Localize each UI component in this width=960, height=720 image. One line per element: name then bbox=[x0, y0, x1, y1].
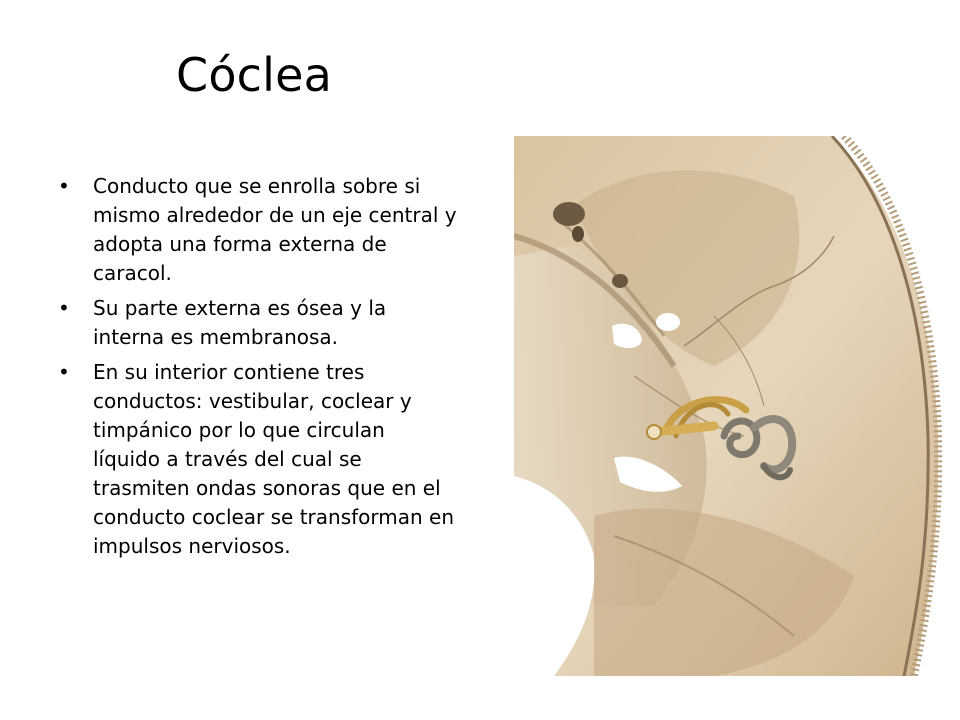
bullet-item-1 bbox=[58, 172, 458, 288]
bullet-item-3 bbox=[58, 358, 458, 561]
inner-ear-anatomy-image bbox=[514, 136, 960, 676]
bullet-text: En su interior contiene tres conductos: vestibular, coclear y timpánico por lo que circulan líquido a través del cual se trasmiten ondas sonoras que en el conducto coclear se transforman en impulsos nerviosos. bbox=[93, 360, 455, 558]
bullet-marker: • bbox=[58, 360, 70, 384]
bullet-item-2 bbox=[58, 294, 458, 352]
slide-title: Cóclea bbox=[176, 48, 333, 102]
bullet-marker: • bbox=[58, 174, 70, 198]
bullet-list bbox=[58, 172, 458, 567]
bullet-text: Conducto que se enrolla sobre si mismo alrededor de un eje central y adopta una forma externa de caracol. bbox=[93, 174, 457, 285]
bullet-marker: • bbox=[58, 296, 70, 320]
bullet-text: Su parte externa es ósea y la interna es membranosa. bbox=[93, 296, 387, 349]
temporal-bone-illustration bbox=[514, 136, 960, 676]
